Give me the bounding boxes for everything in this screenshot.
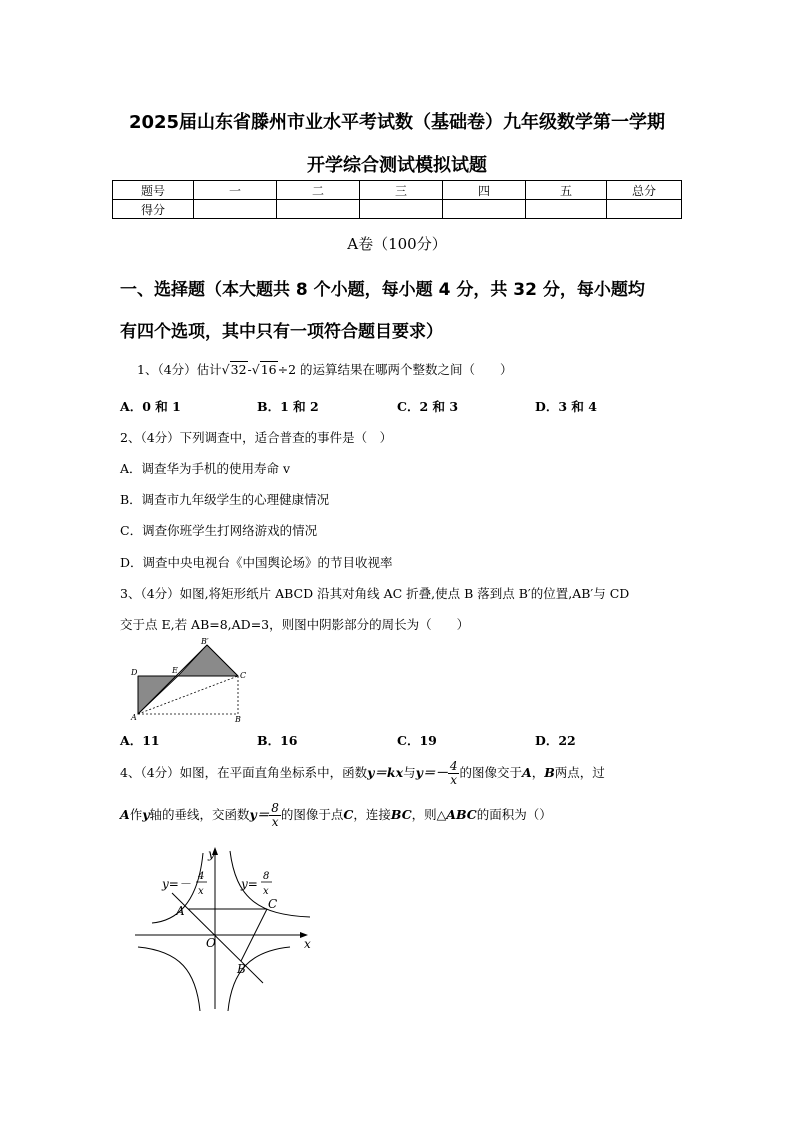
label-eq-right: y= <box>241 877 258 891</box>
document-title-line2: 开学综合测试模拟试题 <box>307 155 487 176</box>
q4-coordinate-figure <box>130 843 330 1013</box>
label-b-prime: B′ <box>201 637 209 646</box>
label-eq-left-num: 4 <box>198 871 205 882</box>
label-e: E <box>172 666 178 675</box>
q3-option-a[interactable]: A．11 <box>120 733 160 748</box>
q1-option-d[interactable]: D．3 和 4 <box>535 399 597 414</box>
q4-point-a: A <box>120 807 130 822</box>
q4-point-b: B <box>544 765 555 780</box>
sqrt-symbol: √ <box>221 362 230 377</box>
label-a: A <box>131 713 137 722</box>
q1-option-b[interactable]: B．1 和 2 <box>257 399 319 414</box>
fraction-numerator: 8 <box>271 801 279 815</box>
question-4-stem-line2 <box>120 800 552 830</box>
q4-point-c: C <box>343 807 354 822</box>
score-cell: 五 <box>526 181 607 200</box>
score-cell: 一 <box>194 181 277 200</box>
curve-8-lower-left <box>138 947 200 1011</box>
score-cell: 二 <box>277 181 360 200</box>
section-heading-line2: 有四个选项，其中只有一项符合题目要求） <box>120 322 443 342</box>
label-point-a: A <box>176 904 185 918</box>
score-table <box>112 180 682 219</box>
q1-sqrt2: 16 <box>260 362 277 377</box>
label-point-b: B <box>237 962 246 976</box>
question-4-stem-line1 <box>120 758 605 788</box>
q4-text: ，则△ <box>411 807 447 822</box>
fraction-numerator: 4 <box>449 759 458 773</box>
score-cell: 总分 <box>607 181 682 200</box>
document-title-line1: 2025届山东省滕州市业水平考试数（基础卷）九年级数学第一学期 <box>128 112 666 133</box>
question-1-stem <box>137 360 513 378</box>
label-y-axis: y <box>208 847 215 861</box>
question-3-stem-line2: 交于点 E,若 AB=8,AD=3，则图中阴影部分的周长为（ ） <box>120 617 470 632</box>
label-b: B <box>235 715 241 724</box>
score-table-score-row <box>113 200 682 219</box>
q3-option-c[interactable]: C．19 <box>397 733 437 748</box>
q4-eq-y: y＝ <box>249 807 270 822</box>
q4-text: 的图像于点 <box>280 807 344 822</box>
label-c: C <box>240 671 247 680</box>
q4-triangle-abc: ABC <box>446 807 477 822</box>
label-eq-right-num: 8 <box>263 871 270 882</box>
q3-rectangle-fold-figure <box>128 636 253 724</box>
q1-sqrt1: 32 <box>230 362 247 377</box>
score-cell <box>443 200 526 219</box>
score-cell: 题号 <box>113 181 194 200</box>
q1-prefix: 1、（4分）估计 <box>137 362 222 377</box>
q4-text: 的面积为（） <box>476 807 552 822</box>
q4-segment-bc: BC <box>390 807 412 822</box>
label-point-c: C <box>268 897 278 911</box>
q2-option-a[interactable]: A．调查华为手机的使用寿命 v <box>120 461 291 476</box>
q4-text: 与 <box>403 765 416 780</box>
label-x-axis: x <box>304 937 311 951</box>
score-table-header-row <box>113 181 682 200</box>
q1-option-c[interactable]: C．2 和 3 <box>397 399 459 414</box>
q4-text: 两点，过 <box>554 765 605 780</box>
q1-suffix: ÷2 的运算结果在哪两个整数之间（ ） <box>277 362 513 377</box>
question-2-stem: 2、（4分）下列调查中，适合普查的事件是（ ） <box>120 430 393 445</box>
q4-point-a: A <box>522 765 532 780</box>
q2-option-d[interactable]: D．调查中央电视台《中国舆论场》的节目收视率 <box>120 555 393 570</box>
line-y-kx <box>172 893 263 983</box>
score-cell: 三 <box>360 181 443 200</box>
q4-text: 4、（4分）如图，在平面直角坐标系中，函数 <box>120 765 368 780</box>
score-cell: 四 <box>443 181 526 200</box>
q3-option-d[interactable]: D．22 <box>535 733 576 748</box>
q4-eq-neg: y＝－ <box>415 765 448 780</box>
sqrt-symbol: √ <box>251 362 260 377</box>
q3-option-b[interactable]: B．16 <box>257 733 298 748</box>
q2-option-b[interactable]: B．调查市九年级学生的心理健康情况 <box>120 492 330 507</box>
q4-text: 轴的垂线，交函数 <box>149 807 250 822</box>
section-heading-line1: 一、选择题（本大题共 8 个小题，每小题 4 分，共 32 分，每小题均 <box>120 280 645 300</box>
label-d: D <box>131 668 138 677</box>
score-cell <box>607 200 682 219</box>
q4-text: ， <box>531 765 545 780</box>
fraction-denominator: x <box>271 815 279 829</box>
q4-text: 作 <box>129 807 143 822</box>
volume-heading: A卷（100分） <box>347 235 447 253</box>
q4-fraction-4-over-x <box>448 760 460 787</box>
q1-minus: - <box>247 362 252 377</box>
score-cell <box>277 200 360 219</box>
q4-fraction-8-over-x <box>269 802 281 829</box>
label-origin: O <box>206 936 216 950</box>
q4-text: 的图像交于 <box>459 765 522 780</box>
label-eq-left: y=－ <box>162 877 191 891</box>
q2-option-c[interactable]: C．调查你班学生打网络游戏的情况 <box>120 523 318 538</box>
score-cell <box>194 200 277 219</box>
q1-option-a[interactable]: A．0 和 1 <box>120 399 181 414</box>
label-eq-left-den: x <box>198 886 204 897</box>
shaded-triangle-right <box>178 645 238 676</box>
fraction-denominator: x <box>450 773 458 787</box>
question-3-stem-line1: 3、（4分）如图,将矩形纸片 ABCD 沿其对角线 AC 折叠,使点 B 落到点 B′的位置,AB′与 CD <box>120 586 630 601</box>
score-cell <box>526 200 607 219</box>
q4-axis-y: y <box>142 807 150 822</box>
q4-eq-kx: y＝kx <box>367 765 404 780</box>
q4-text: ，连接 <box>353 807 391 822</box>
score-cell <box>360 200 443 219</box>
label-eq-right-den: x <box>263 886 269 897</box>
score-cell: 得分 <box>113 200 194 219</box>
